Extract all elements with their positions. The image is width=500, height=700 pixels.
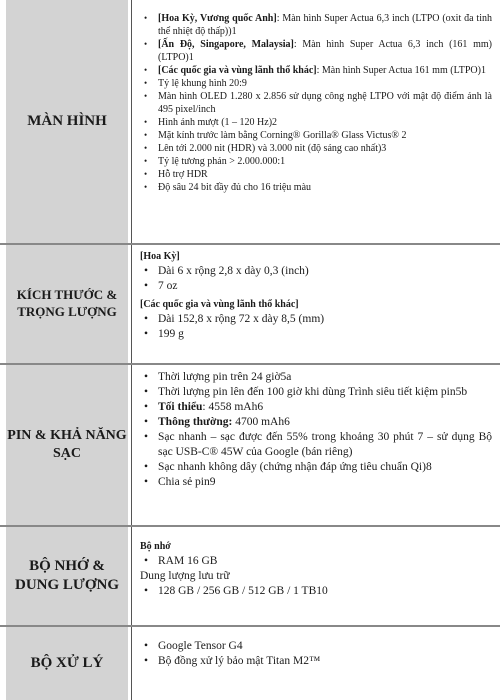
list-item: • 199 g (140, 327, 492, 342)
section-label-size-weight: KÍCH THƯỚC & TRỌNG LƯỢNG (6, 245, 128, 363)
size-us-list (140, 264, 492, 294)
list-item: • [Ấn Độ, Singapore, Malaysia]: Màn hình Super Actua 6,3 inch (161 mm) (LTPO)1 (140, 38, 492, 64)
list-item: • [Hoa Kỳ, Vương quốc Anh]: Màn hình Super Actua 6,3 inch (LTPO (oxit đa tinh thể nhiệt độ thấp))1 (140, 12, 492, 38)
section-processor (0, 627, 500, 700)
battery-spec-list (140, 370, 492, 490)
section-battery (0, 365, 500, 525)
list-item: • Dài 6 x rộng 2,8 x dày 0,3 (inch) (140, 264, 492, 279)
section-content-processor (131, 627, 500, 700)
storage-list (140, 584, 492, 599)
section-content-battery (131, 365, 500, 525)
list-item: • Sạc nhanh – sạc được đến 55% trong khoảng 30 phút 7 – sử dụng Bộ sạc USB-C® 45W của Google (bán riêng) (140, 430, 492, 460)
section-label-battery: PIN & KHẢ NĂNG SẠC (6, 365, 128, 525)
list-item: • Mặt kính trước làm bằng Corning® Gorilla® Glass Victus® 2 (140, 129, 492, 142)
section-content-size-weight (131, 245, 500, 363)
list-item: • Thời lượng pin lên đến 100 giờ khi dùng Trình siêu tiết kiệm pin5b (140, 385, 492, 400)
memory-list (140, 554, 492, 569)
list-item: • [Các quốc gia và vùng lãnh thổ khác]: Màn hình Super Actua 161 mm (LTPO)1 (140, 64, 492, 77)
group-heading: [Các quốc gia và vùng lãnh thổ khác] (140, 299, 299, 310)
size-other-list (140, 312, 492, 342)
section-label-memory-storage: BỘ NHỚ & DUNG LƯỢNG (6, 527, 128, 625)
list-item: • Dài 152,8 x rộng 72 x dày 8,5 (mm) (140, 312, 492, 327)
processor-list (140, 639, 492, 669)
list-item: • Hỗ trợ HDR (140, 168, 492, 181)
section-label-display: MÀN HÌNH (6, 0, 128, 243)
section-label-processor: BỘ XỬ LÝ (6, 627, 128, 700)
list-item: • Tối thiểu: 4558 mAh6 (140, 400, 492, 415)
list-item: • Bộ đồng xử lý bảo mật Titan M2™ (140, 654, 492, 669)
list-item: • RAM 16 GB (140, 554, 492, 569)
section-size-weight (0, 245, 500, 363)
list-item: • Tỷ lệ tương phản > 2.000.000:1 (140, 155, 492, 168)
list-item: • Tỷ lệ khung hình 20:9 (140, 77, 492, 90)
list-item: • Lên tới 2.000 nit (HDR) và 3.000 nit (độ sáng cao nhất)3 (140, 142, 492, 155)
list-item: • 7 oz (140, 279, 492, 294)
section-memory-storage (0, 527, 500, 625)
list-item: • 128 GB / 256 GB / 512 GB / 1 TB10 (140, 584, 492, 599)
list-item: • Sạc nhanh không dây (chứng nhận đáp ứng tiêu chuẩn Qi)8 (140, 460, 492, 475)
section-content-memory-storage (131, 527, 500, 625)
list-item: • Độ sâu 24 bit đầy đủ cho 16 triệu màu (140, 181, 492, 194)
list-item: • Chia sẻ pin9 (140, 475, 492, 490)
list-item: • Hình ảnh mượt (1 – 120 Hz)2 (140, 116, 492, 129)
group-heading: Dung lượng lưu trữ (140, 570, 230, 582)
list-item: • Thời lượng pin trên 24 giờ5a (140, 370, 492, 385)
list-item: • Thông thường: 4700 mAh6 (140, 415, 492, 430)
list-item: • Màn hình OLED 1.280 x 2.856 sử dụng công nghệ LTPO với mật độ điểm ảnh là 495 pixel/inch (140, 90, 492, 116)
group-heading: Bộ nhớ (140, 541, 171, 552)
section-display (0, 0, 500, 243)
display-spec-list (140, 12, 492, 194)
group-heading: [Hoa Kỳ] (140, 251, 180, 262)
list-item: • Google Tensor G4 (140, 639, 492, 654)
section-content-display (131, 0, 500, 243)
